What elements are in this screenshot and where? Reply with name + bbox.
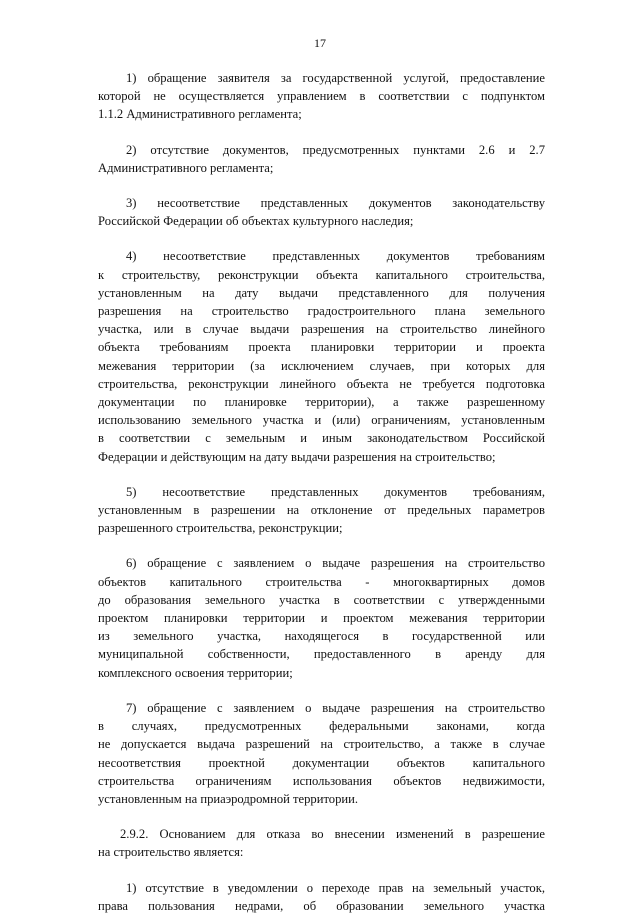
text-line: Российской Федерации об объектах культурного наследия; [98,214,414,229]
page-number: 17 [314,36,326,50]
text-line: комплексного освоения территории; [98,665,293,680]
text-line: установленным на приаэродромной территории. [98,791,359,806]
text-line: установленным на дату выдачи представленного для получения [98,285,545,300]
text-line: 5) несоответствие представленных документов требованиям, [126,484,545,499]
paragraph-6 [98,554,545,681]
text-line: Административного регламента; [98,160,274,175]
text-line: 1) отсутствие в уведомлении о переходе прав на земельный участок, [126,880,545,895]
text-line: использованию земельного участка и (или) ограничениям, установленным [98,413,545,428]
text-line: 1) обращение заявителя за государственной услугой, предоставление [126,71,545,85]
paragraph-4 [98,247,545,465]
document-body [98,69,545,915]
text-line: права пользования недрами, об образовании земельного участка [98,898,545,913]
text-line: установленным в разрешении на отклонение от предельных параметров [98,503,545,518]
text-line: 3) несоответствие представленных документов законодательству [126,196,545,211]
text-line: строительства ограничениям использования объектов недвижимости, [98,773,545,788]
paragraph-8 [98,825,545,861]
paragraph-5 [98,483,545,538]
paragraph-7 [98,699,545,808]
text-line: документации по планировке территории), а также разрешенному [98,395,545,410]
text-line: объектов капитального строительства - многоквартирных домов [98,574,545,589]
text-line: Федерации и действующим на дату выдачи разрешения на строительство; [98,449,496,464]
text-line: межевания территории (за исключением случаев, при которых для [98,358,545,373]
text-line: 7) обращение с заявлением о выдаче разрешения на строительство [126,700,545,715]
text-line: объекта требованиям проекта планировки территории и проекта [98,340,545,355]
text-line: из земельного участка, находящегося в государственной или [98,629,545,644]
text-line: проектом планировки территории и проектом межевания территории [98,611,545,626]
text-line: разрешения на строительство градостроительного плана земельного [98,304,545,319]
text-line: муниципальной собственности, предоставленного в аренду для [98,647,545,662]
text-line: до образования земельного участка в соответствии с утвержденными [98,592,545,607]
text-line: к строительству, реконструкции объекта капитального строительства, [98,267,545,282]
paragraph-1 [98,69,545,124]
text-line: 4) несоответствие представленных документов требованиям [126,249,545,264]
text-line: участка, или в случае выдачи разрешения на строительство линейного [98,322,545,337]
text-line: 1.1.2 Административного регламента; [98,107,302,122]
text-line: 2) отсутствие документов, предусмотренных пунктами 2.6 и 2.7 [126,142,545,157]
text-line: в соответствии с земельным и иным законодательством Российской [98,431,545,446]
text-line: не допускается выдача разрешений на строительство, а также в случае [98,737,545,752]
paragraph-2 [98,141,545,177]
text-line: на строительство является: [98,845,244,860]
paragraph-3 [98,194,545,230]
text-line: 2.9.2. Основанием для отказа во внесении изменений в разрешение [120,827,545,842]
text-line: несоответствия проектной документации объектов капитального [98,755,545,770]
text-line: строительства, реконструкции линейного объекта не требуется подготовка [98,376,545,391]
text-line: разрешенного строительства, реконструкции; [98,521,343,536]
paragraph-9 [98,879,545,915]
text-line: 6) обращение с заявлением о выдаче разрешения на строительство [126,556,545,571]
text-line: в случаях, предусмотренных федеральными законами, когда [98,719,545,734]
text-line: которой не осуществляется управлением в соответствии с подпунктом [98,89,545,104]
